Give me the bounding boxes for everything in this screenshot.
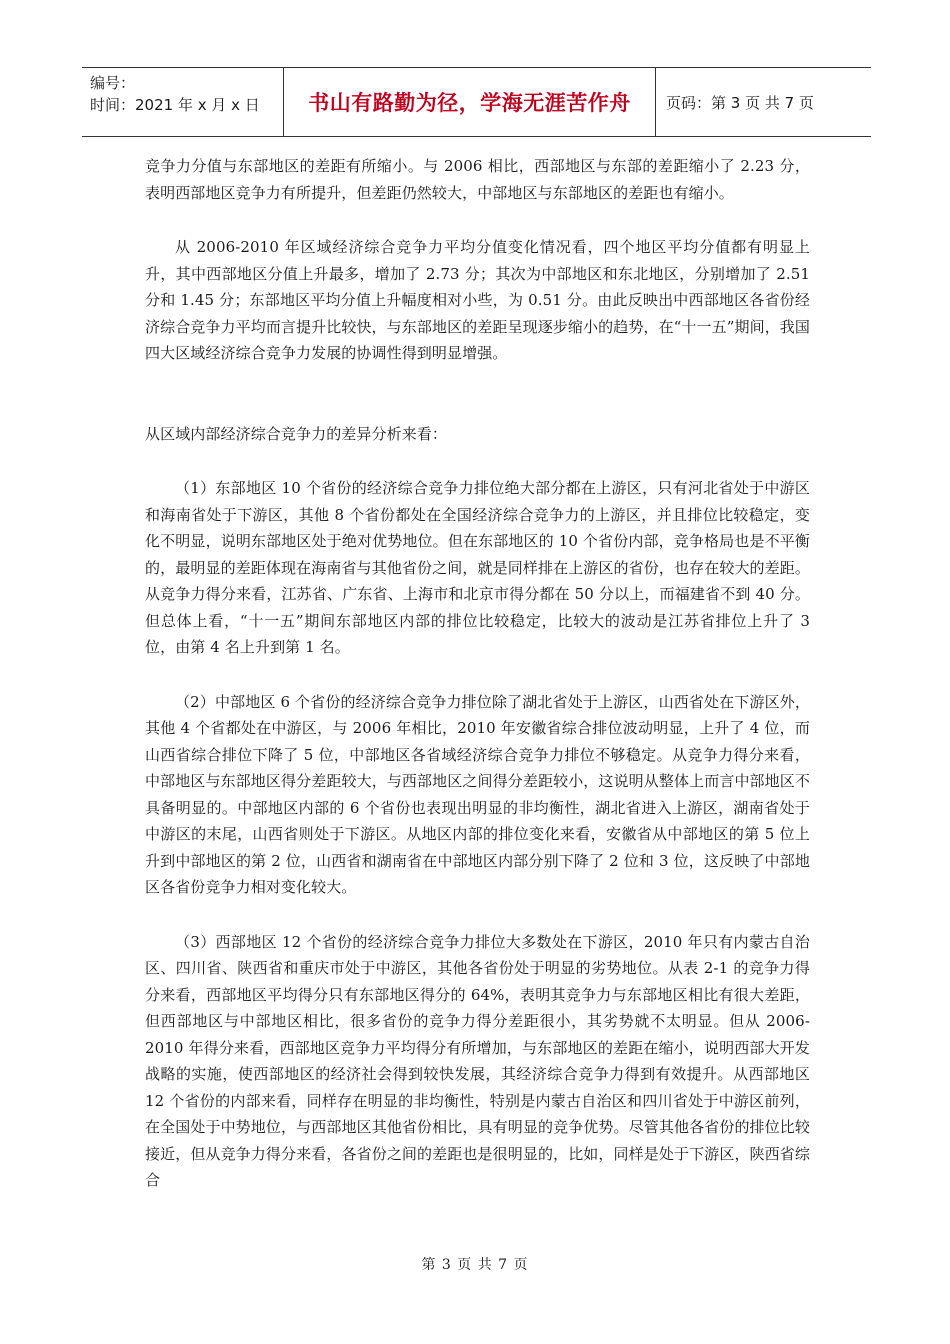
paragraph-2: 从 2006-2010 年区域经济综合竞争力平均分值变化情况看，四个地区平均分值都有明显上升，其中西部地区分值上升最多，增加了 2.73 分；其次为中部地区和东北地区，分别增加了 2.51 分和 1.45 分；东部地区平均分值上升幅度相对小些，为 0.51 分。由此反映出中西部地区各省份经济综合竞争力平均而言提升比较快，与东部地区的差距呈现逐步缩小的趋势，在“十一五”期间，我国四大区域经济综合竞争力发展的协调性得到明显增强。	[145, 238, 810, 362]
paragraph-6: （3）西部地区 12 个省份的经济综合竞争力排位大多数处在下游区，2010 年只有内蒙古自治区、四川省、陕西省和重庆市处于中游区，其他各省份处于明显的劣势地位。从表 2-1 的竞争力得分来看，西部地区平均得分只有东部地区得分的 64%，表明其竞争力与东部地区相比有很大差距，但西部地区与中部地区相比，很多省份的竞争力得分差距很小，其劣势就不太明显。但从 2006-2010 年得分来看，西部地区竞争力平均得分有所增加，与东部地区的差距在缩小，说明西部大开发战略的实施，使西部地区的经济社会得到较快发展，其经济综合竞争力得到有效提升。从西部地区 12 个省份的内部来看，同样存在明显的非均衡性，特别是内蒙古自治区和四川省处于中游区前列，在全国处于中势地位，与西部地区其他省份相比，具有明显的竞争优势。尽管其他各省份的排位比较接近，但从竞争力得分来看，各省份之间的差距也是很明显的，比如，同样是处于下游区，陕西省综合	[145, 932, 810, 1189]
document-body	[145, 153, 810, 1194]
paragraph-5: （2）中部地区 6 个省份的经济综合竞争力排位除了湖北省处于上游区，山西省处在下游区外，其他 4 个省都处在中游区，与 2006 年相比，2010 年安徽省综合排位波动明显，上升了 4 位，而山西省综合排位下降了 5 位，中部地区各省域经济综合竞争力排位不够稳定。从竞争力得分来看，中部地区与东部地区得分差距较大，与西部地区之间得分差距较小，这说明从整体上而言中部地区不具备明显的。中部地区内部的 6 个省份也表现出明显的非均衡性，湖北省进入上游区，湖南省处于中游区的末尾，山西省则处于下游区。从地区内部的排位变化来看，安徽省从中部地区的第 5 位上升到中部地区的第 2 位，山西省和湖南省在中部地区内部分别下降了 2 位和 3 位，这反映了中部地区各省份竞争力相对变化较大。	[145, 692, 810, 896]
page-indicator: 页码：第 3 页 共 7 页	[666, 93, 814, 112]
motto: 书山有路勤为径，学海无涯苦作舟	[283, 68, 656, 136]
paragraph-4: （1）东部地区 10 个省份的经济综合竞争力排位绝大部分都在上游区，只有河北省处于中游区和海南省处于下游区，其他 8 个省份都处在全国经济综合竞争力的上游区，并且排位比较稳定，变化不明显，说明东部地区处于绝对优势地位。但在东部地区的 10 个省份内部，竞争格局也是不平衡的，最明显的差距体现在海南省与其他省份之间，就是同样排在上游区的省份，也存在较大的差距。从竞争力得分来看，江苏省、广东省、上海市和北京市得分都在 50 分以上，而福建省不到 40 分。但总体上看，“十一五”期间东部地区内部的排位比较稳定，比较大的波动是江苏省排位上升了 3 位，由第 4 名上升到第 1 名。	[145, 479, 810, 656]
page-footer: 第 3 页 共 7 页	[421, 1257, 529, 1273]
number-label: 编号：	[90, 74, 136, 92]
date-label: 时间：2021 年 x 月 x 日	[90, 96, 260, 114]
header-meta	[82, 68, 283, 136]
document-header	[82, 67, 871, 137]
paragraph-1: 竞争力分值与东部地区的差距有所缩小。与 2006 相比，西部地区与东部的差距缩小了 2.23 分，表明西部地区竞争力有所提升，但差距仍然较大，中部地区与东部地区的差距也有缩小。	[145, 157, 810, 202]
paragraph-3: 从区域内部经济综合竞争力的差异分析来看：	[145, 424, 448, 443]
